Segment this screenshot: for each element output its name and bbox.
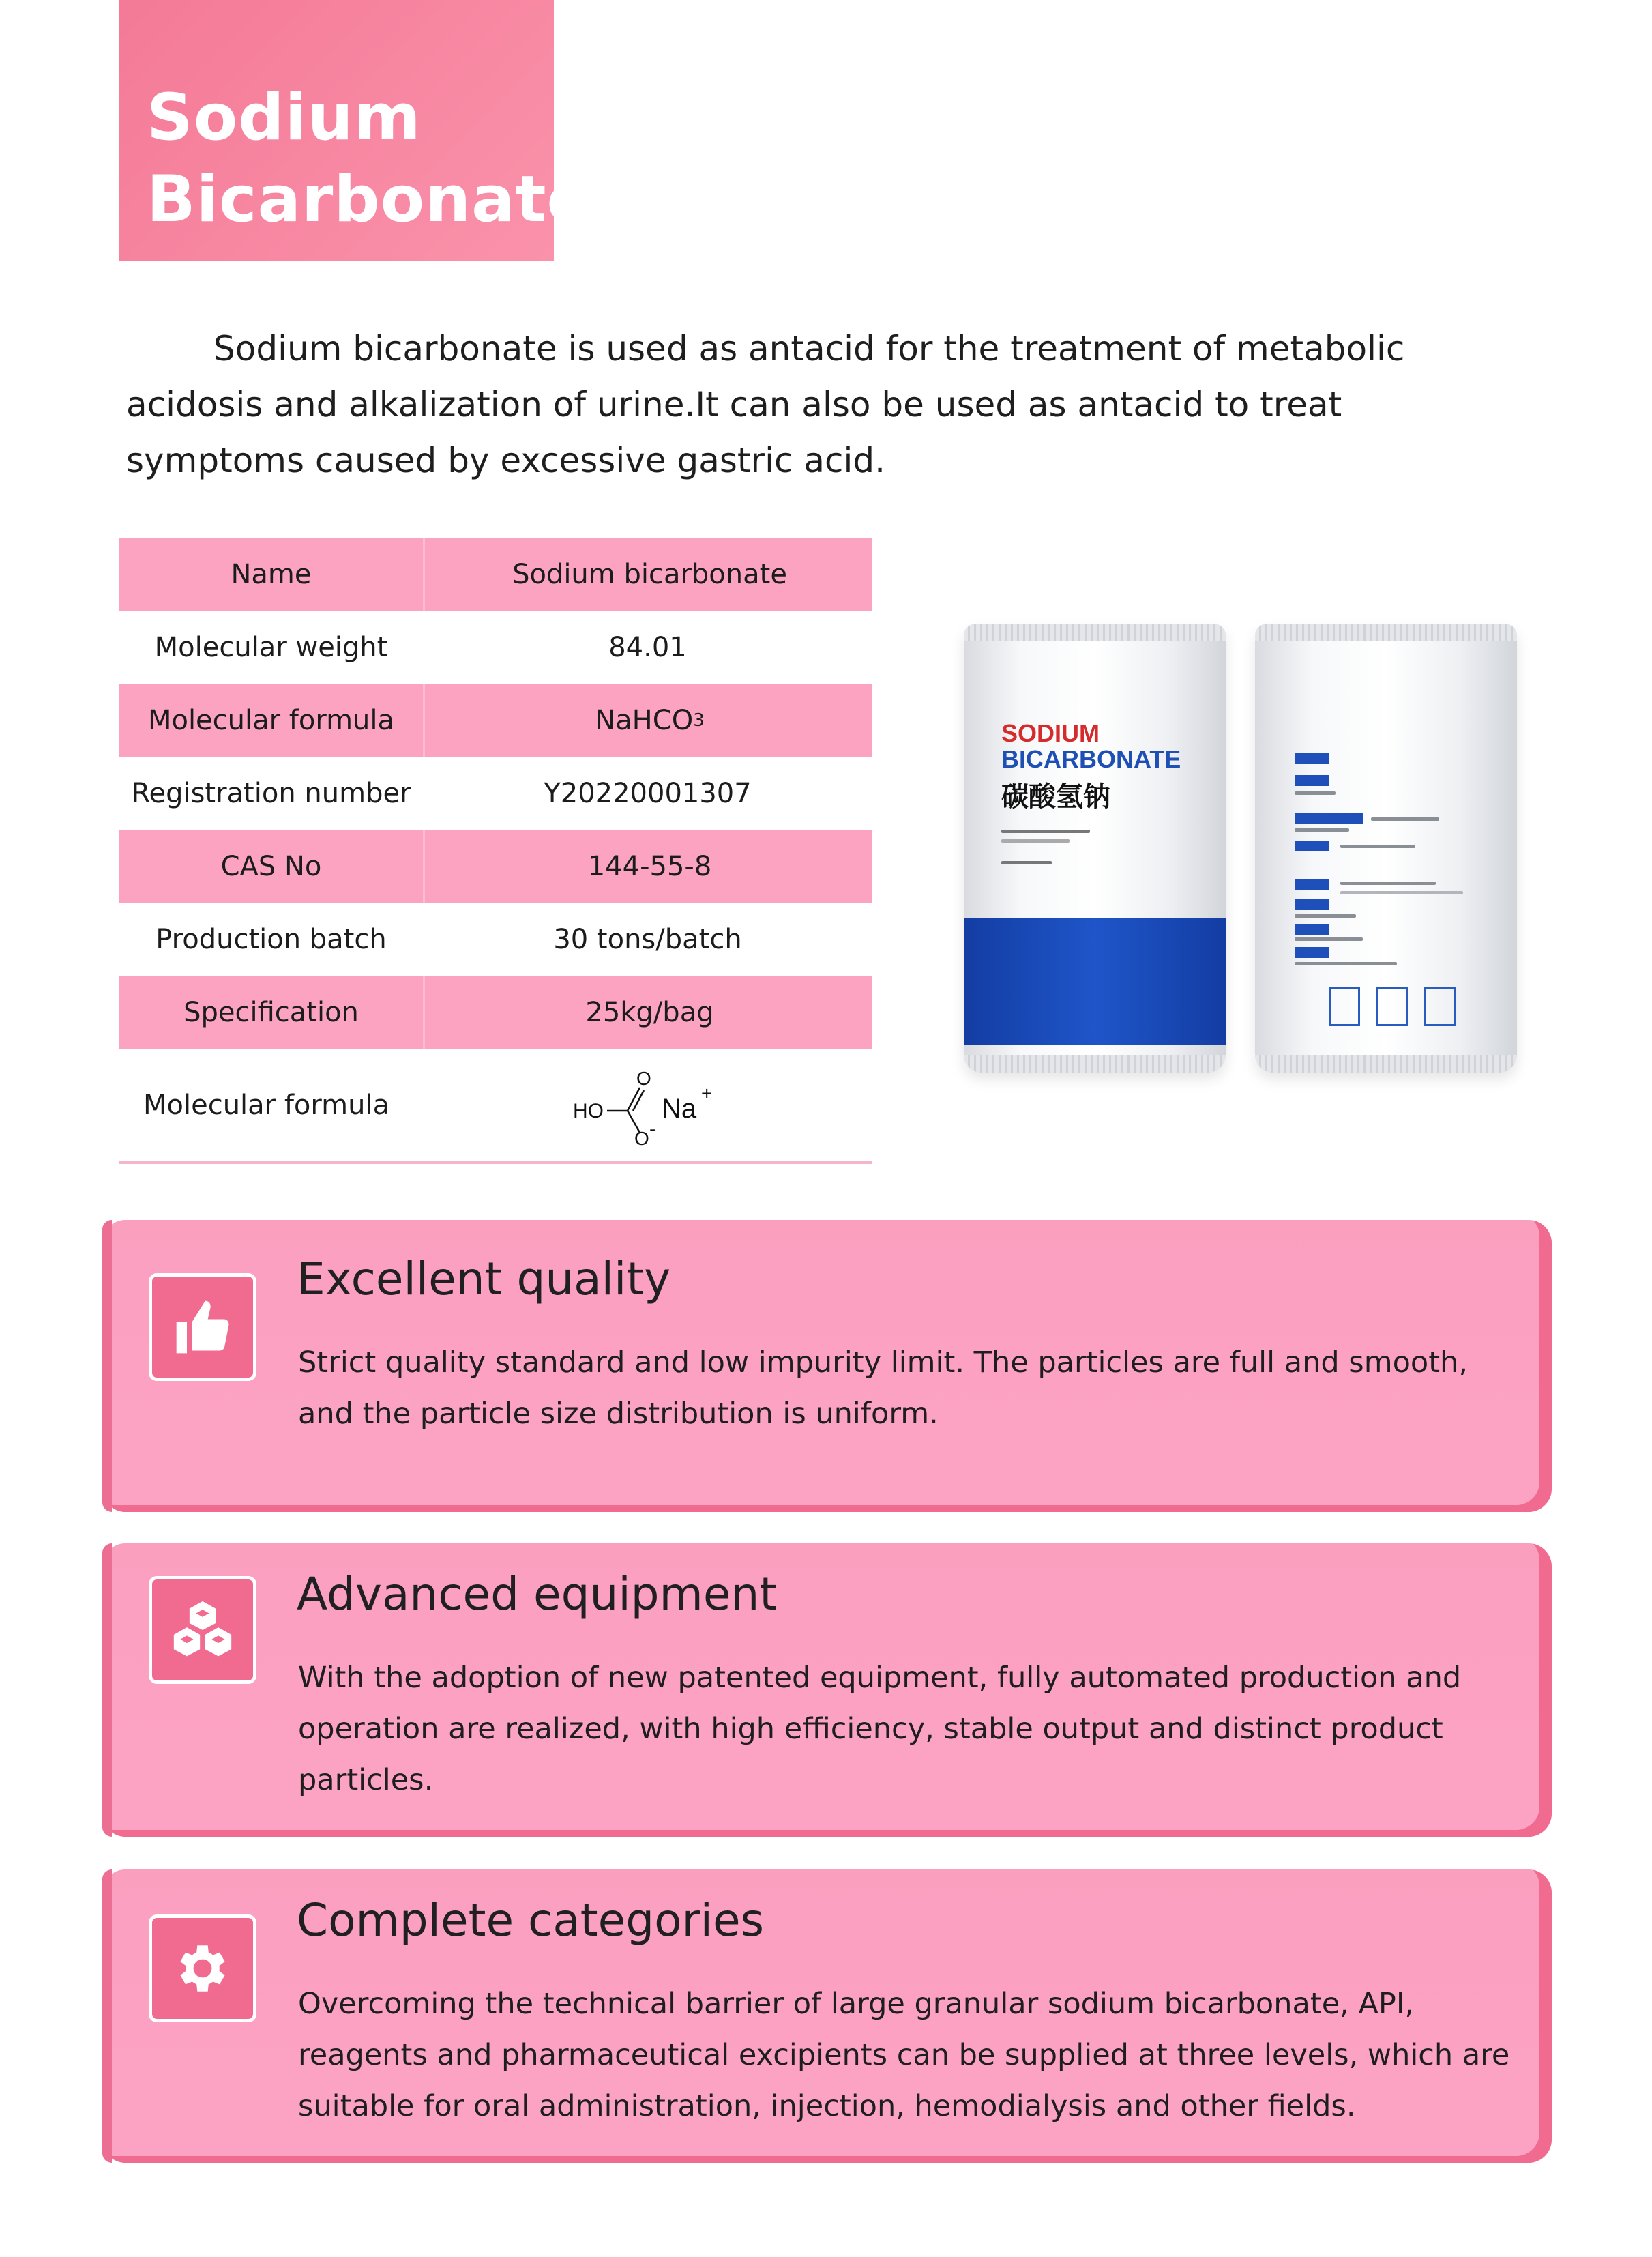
page-title-line-2: Bicarbonate <box>147 162 591 237</box>
product-bag-front <box>964 624 1226 1073</box>
table-row <box>119 757 872 830</box>
oxygen-top: O <box>636 1067 651 1089</box>
table-label: Molecular weight <box>154 631 388 663</box>
table-value: 25kg/bag <box>423 976 874 1049</box>
page-title-line-1: Sodium <box>147 81 422 155</box>
table-value: Sodium bicarbonate <box>423 538 874 611</box>
feature-title: Complete categories <box>297 1894 765 1947</box>
table-value: 84.01 <box>608 631 687 663</box>
temperature-symbol-icon <box>1424 987 1456 1026</box>
table-label: Specification <box>183 996 359 1028</box>
bag-brand-line-2: BICARBONATE <box>1001 745 1181 773</box>
formula-subscript: 3 <box>693 710 705 731</box>
title-banner <box>119 0 591 261</box>
minus-charge: - <box>649 1118 655 1139</box>
table-label: Molecular formula <box>143 1089 390 1121</box>
bag-blue-band <box>964 918 1226 1045</box>
table-label: Molecular formula <box>147 704 395 736</box>
oxygen-bottom: O <box>634 1127 649 1146</box>
intro-text: Sodium bicarbonate is used as antacid for the treatment of metabolic acidosis and alkalization of urine.It can also be used as antacid to treat symptoms caused by excessive gastric acid. <box>126 329 1405 480</box>
table-row <box>119 538 872 611</box>
hydroxyl-label: HO <box>572 1099 604 1122</box>
gear-icon <box>149 1914 256 2022</box>
table-label: Registration number <box>131 777 411 809</box>
table-row <box>119 1049 872 1164</box>
structure-diagram <box>423 1049 872 1161</box>
table-label: Production batch <box>156 923 387 955</box>
feature-description: Overcoming the technical barrier of large granular sodium bicarbonate, API, reagents and pharmaceutical excipients can be supplied at three levels, which are suitable for oral administration, injection, hemodialysis and other fields. <box>298 1987 1510 2123</box>
bag-brand-line-3: 碳酸氢钠 <box>1001 781 1110 813</box>
feature-card-equipment <box>102 1543 1552 1837</box>
table-label: Name <box>231 558 312 590</box>
table-row <box>119 611 872 684</box>
structural-formula <box>559 1064 737 1146</box>
table-value: Y20220001307 <box>544 777 752 809</box>
sodium-label: Na <box>661 1093 696 1124</box>
table-label: CAS No <box>220 850 322 882</box>
table-row <box>119 903 872 976</box>
glass-symbol-icon <box>1329 987 1360 1026</box>
table-row <box>119 976 872 1049</box>
table-value: 144-55-8 <box>423 830 874 903</box>
umbrella-symbol-icon <box>1376 987 1408 1026</box>
feature-description: With the adoption of new patented equipment, fully automated production and operation are realized, with high efficiency, stable output and distinct product particles. <box>298 1661 1462 1797</box>
feature-title: Excellent quality <box>297 1253 671 1305</box>
product-bag-back <box>1255 624 1517 1073</box>
table-row <box>119 684 872 757</box>
feature-card-quality <box>102 1220 1552 1512</box>
cubes-icon <box>149 1576 256 1684</box>
intro-paragraph <box>126 321 1511 489</box>
spec-table <box>119 538 872 1164</box>
feature-card-categories <box>102 1869 1552 2163</box>
thumbs-up-icon <box>149 1273 256 1381</box>
table-value: 30 tons/batch <box>553 923 742 955</box>
feature-title: Advanced equipment <box>297 1568 778 1620</box>
feature-description: Strict quality standard and low impurity limit. The particles are full and smooth, and the particle size distribution is uniform. <box>298 1345 1468 1431</box>
table-value <box>423 684 874 757</box>
formula-text: NaHCO <box>595 704 694 736</box>
table-row <box>119 830 872 903</box>
plus-charge: + <box>700 1082 712 1104</box>
bag-brand-line-1: SODIUM <box>1001 719 1100 747</box>
